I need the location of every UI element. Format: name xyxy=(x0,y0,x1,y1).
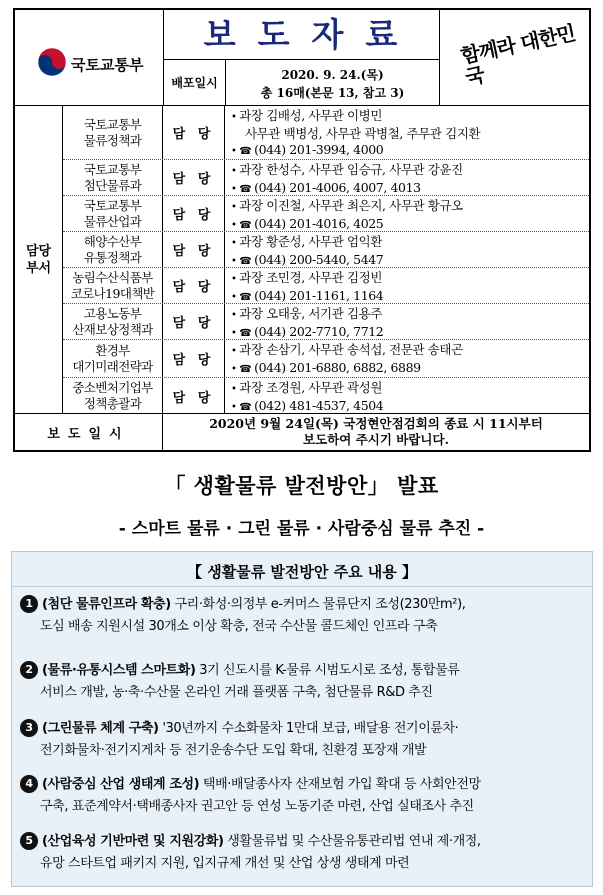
bullet-icon: • xyxy=(231,310,240,321)
contact-info xyxy=(231,234,585,270)
ministry-name: 국토교통부 xyxy=(71,56,144,74)
bullet-icon: • xyxy=(231,274,240,285)
slogan-cell xyxy=(440,10,589,106)
summary-item xyxy=(20,774,588,818)
contact-line xyxy=(231,342,585,360)
responsible-label: 담 당 xyxy=(163,304,225,339)
department-ministry: 국토교통부 xyxy=(83,116,142,132)
item-number-badge: 2 xyxy=(20,661,38,679)
department-ministry: 고용노동부 xyxy=(83,305,142,321)
department-name xyxy=(63,196,163,231)
embargo-row xyxy=(15,414,589,450)
taegeuk-emblem-icon xyxy=(37,47,67,77)
item-number-badge: 4 xyxy=(20,775,38,793)
department-row xyxy=(63,106,589,160)
contact-info xyxy=(231,162,585,198)
responsible-label: 담 당 xyxy=(163,160,225,195)
phone-number: (044) 201-3994, 4000 xyxy=(254,142,384,157)
department-ministry: 국토교통부 xyxy=(83,161,142,177)
department-ministry: 농림수산식품부 xyxy=(72,269,153,285)
summary-item-line-2: 도심 배송 지원시설 30개소 이상 확충, 전국 수산물 콜드체인 인프라 구축 xyxy=(40,619,438,634)
slogan-calligraphy: 함께라 대한민국 xyxy=(458,20,577,90)
department-division: 물류정책과 xyxy=(83,132,142,148)
department-name xyxy=(63,160,163,195)
item-number-badge: 3 xyxy=(20,719,38,737)
responsible-label: 담 당 xyxy=(163,106,225,159)
header-top-row xyxy=(15,10,589,106)
headline-subtitle: - 스마트 물류 · 그린 물류 · 사람중심 물류 추진 - xyxy=(118,519,485,539)
phone-icon: • ☎ xyxy=(231,364,255,375)
department-division: 물류산업과 xyxy=(83,213,142,229)
summary-item-line-1 xyxy=(20,831,588,853)
department-row xyxy=(63,196,589,232)
staff-names: 과장 오태웅, 서기관 김용주 xyxy=(239,306,383,321)
contact-info xyxy=(231,380,585,416)
phone-number: (044) 201-4016, 4025 xyxy=(254,216,384,231)
phone-icon: • ☎ xyxy=(231,220,255,231)
department-ministry: 국토교통부 xyxy=(83,197,142,213)
staff-names-continued: 사무관 백병성, 사무관 곽병철, 주무관 김지환 xyxy=(245,126,481,141)
phone-number: (044) 201-6880, 6882, 6889 xyxy=(254,360,421,375)
summary-box xyxy=(11,551,593,887)
staff-names: 과장 한성수, 사무관 임승규, 사무관 강윤진 xyxy=(239,162,463,177)
summary-item-line-2: 전기화물차·전기지게차 등 전기운송수단 도입 확대, 친환경 포장재 개발 xyxy=(40,743,427,758)
summary-item xyxy=(20,831,588,875)
bullet-icon: • xyxy=(231,166,240,177)
phone-line xyxy=(231,142,585,160)
contact-line xyxy=(231,162,585,180)
contact-info xyxy=(231,342,585,378)
staff-names: 과장 이진철, 사무관 최은지, 사무관 황규오 xyxy=(239,198,463,213)
contact-line xyxy=(231,380,585,398)
release-date: 2020. 9. 24.(목) xyxy=(281,68,384,82)
department-side-label: 담당 부서 xyxy=(15,106,63,414)
phone-number: (044) 201-4006, 4007, 4013 xyxy=(254,180,421,195)
department-row xyxy=(63,268,589,304)
department-division: 대기미래전략과 xyxy=(72,358,153,374)
phone-icon: • ☎ xyxy=(231,256,255,267)
embargo-label: 보도일시 xyxy=(15,414,163,450)
department-division: 정책총괄과 xyxy=(83,396,142,411)
embargo-line-2: 보도하여 주시기 바랍니다. xyxy=(303,432,449,447)
department-ministry: 환경부 xyxy=(95,342,130,358)
item-text: '30년까지 수소화물차 1만대 보급, 배달용 전기이륜차· xyxy=(158,721,459,736)
summary-item-line-1 xyxy=(20,594,588,616)
contact-line xyxy=(231,270,585,288)
summary-item-line-2: 유망 스타트업 패키지 지원, 입지규제 개선 및 산업 상생 생태계 마련 xyxy=(40,856,410,871)
department-division: 산재보상정책과 xyxy=(72,321,153,337)
department-contacts xyxy=(15,106,589,414)
responsible-label: 담 당 xyxy=(163,340,225,377)
item-text: 3기 신도시를 K-물류 시범도시로 조성, 통합물류 xyxy=(195,663,460,678)
department-name xyxy=(63,304,163,339)
phone-number: (044) 200-5440, 5447 xyxy=(254,252,384,267)
department-name xyxy=(63,340,163,377)
responsible-label: 담 당 xyxy=(163,378,225,414)
phone-icon: • ☎ xyxy=(231,328,255,339)
embargo-text xyxy=(163,416,589,448)
department-row xyxy=(63,378,589,414)
staff-names: 과장 조경원, 사무관 곽성원 xyxy=(239,380,383,395)
doc-title: 보도자료 xyxy=(164,10,440,60)
responsible-label: 담 당 xyxy=(163,232,225,267)
phone-number: (044) 201-1161, 1164 xyxy=(254,288,384,303)
staff-names: 과장 황준성, 사무관 엄익환 xyxy=(239,234,383,249)
contact-line xyxy=(231,198,585,216)
release-date-cell xyxy=(226,60,440,106)
item-text: 구리·화성·의정부 e-커머스 물류단지 조성(230만m²), xyxy=(170,597,466,612)
staff-names: 과장 손삼기, 사무관 송석섭, 전문관 송태곤 xyxy=(239,342,463,357)
summary-item xyxy=(20,660,588,704)
contact-line xyxy=(231,234,585,252)
item-highlight: (물류·유통시스템 스마트화) xyxy=(42,663,196,678)
department-row xyxy=(63,340,589,378)
contact-info xyxy=(231,270,585,306)
summary-item xyxy=(20,718,588,762)
item-highlight: (산업육성 기반마련 및 지원강화) xyxy=(42,834,224,849)
item-text: 택배·배달종사자 산재보험 가입 확대 등 사회안전망 xyxy=(199,777,481,792)
bullet-icon: • xyxy=(231,346,240,357)
contact-info xyxy=(231,198,585,234)
summary-item-line-1 xyxy=(20,718,588,740)
department-row xyxy=(63,304,589,340)
contact-line xyxy=(231,108,585,126)
department-name xyxy=(63,378,163,414)
responsible-label: 담 당 xyxy=(163,196,225,231)
bullet-icon: • xyxy=(231,238,240,249)
item-highlight: (사람중심 산업 생태계 조성) xyxy=(42,777,200,792)
summary-divider xyxy=(12,586,592,587)
phone-icon: • ☎ xyxy=(231,184,255,195)
summary-item-line-2: 서비스 개발, 농·축·수산물 온라인 거래 플랫폼 구축, 첨단물류 R&D 추진 xyxy=(40,685,433,700)
bullet-icon: • xyxy=(231,112,240,123)
summary-item-line-2: 구축, 표준계약서·택배종사자 권고안 등 연성 노동기준 마련, 산업 실태조사 추진 xyxy=(40,799,474,814)
phone-icon: • ☎ xyxy=(231,402,255,413)
summary-item xyxy=(20,594,588,638)
contact-info xyxy=(231,306,585,342)
summary-item-line-1 xyxy=(20,774,588,796)
department-row xyxy=(63,232,589,268)
release-date-label: 배포일시 xyxy=(164,60,226,106)
phone-number: (042) 481-4537, 4504 xyxy=(254,398,384,413)
department-name xyxy=(63,232,163,267)
bullet-icon: • xyxy=(231,202,240,213)
department-ministry: 중소벤처기업부 xyxy=(72,380,153,395)
embargo-line-1: 2020년 9월 24일(목) 국정현안점검회의 종료 시 11시부터 xyxy=(209,416,543,431)
page-count: 총 16매(본문 13, 참고 3) xyxy=(260,86,405,100)
phone-icon: • ☎ xyxy=(231,292,255,303)
summary-item-line-1 xyxy=(20,660,588,682)
department-division: 유통정책과 xyxy=(83,249,142,265)
department-name xyxy=(63,106,163,159)
ministry-logo-cell xyxy=(15,10,164,106)
phone-icon: • ☎ xyxy=(231,146,255,157)
department-ministry: 해양수산부 xyxy=(83,233,142,249)
department-division: 첨단물류과 xyxy=(83,177,142,193)
bullet-icon: • xyxy=(231,384,240,395)
item-highlight: (그린물류 체계 구축) xyxy=(42,721,159,736)
department-name xyxy=(63,268,163,303)
item-number-badge: 5 xyxy=(20,832,38,850)
phone-line xyxy=(231,360,585,378)
department-row xyxy=(63,160,589,196)
item-number-badge: 1 xyxy=(20,595,38,613)
staff-names: 과장 조민경, 사무관 김정빈 xyxy=(239,270,383,285)
item-highlight: (첨단 물류인프라 확충) xyxy=(42,597,171,612)
department-division: 코로나19대책반 xyxy=(70,285,155,301)
contact-info xyxy=(231,108,585,160)
headline-title: 「 생활물류 발전방안」 발표 xyxy=(164,474,439,498)
summary-heading: 【 생활물류 발전방안 주요 내용 】 xyxy=(187,563,417,581)
item-text: 생활물류법 및 수산물유통관리법 연내 제·개정, xyxy=(223,834,481,849)
press-release-header-table xyxy=(13,8,591,452)
staff-names: 과장 김배성, 사무관 이병민 xyxy=(239,108,383,123)
contact-line xyxy=(231,306,585,324)
responsible-label: 담 당 xyxy=(163,268,225,303)
phone-number: (044) 202-7710, 7712 xyxy=(254,324,384,339)
